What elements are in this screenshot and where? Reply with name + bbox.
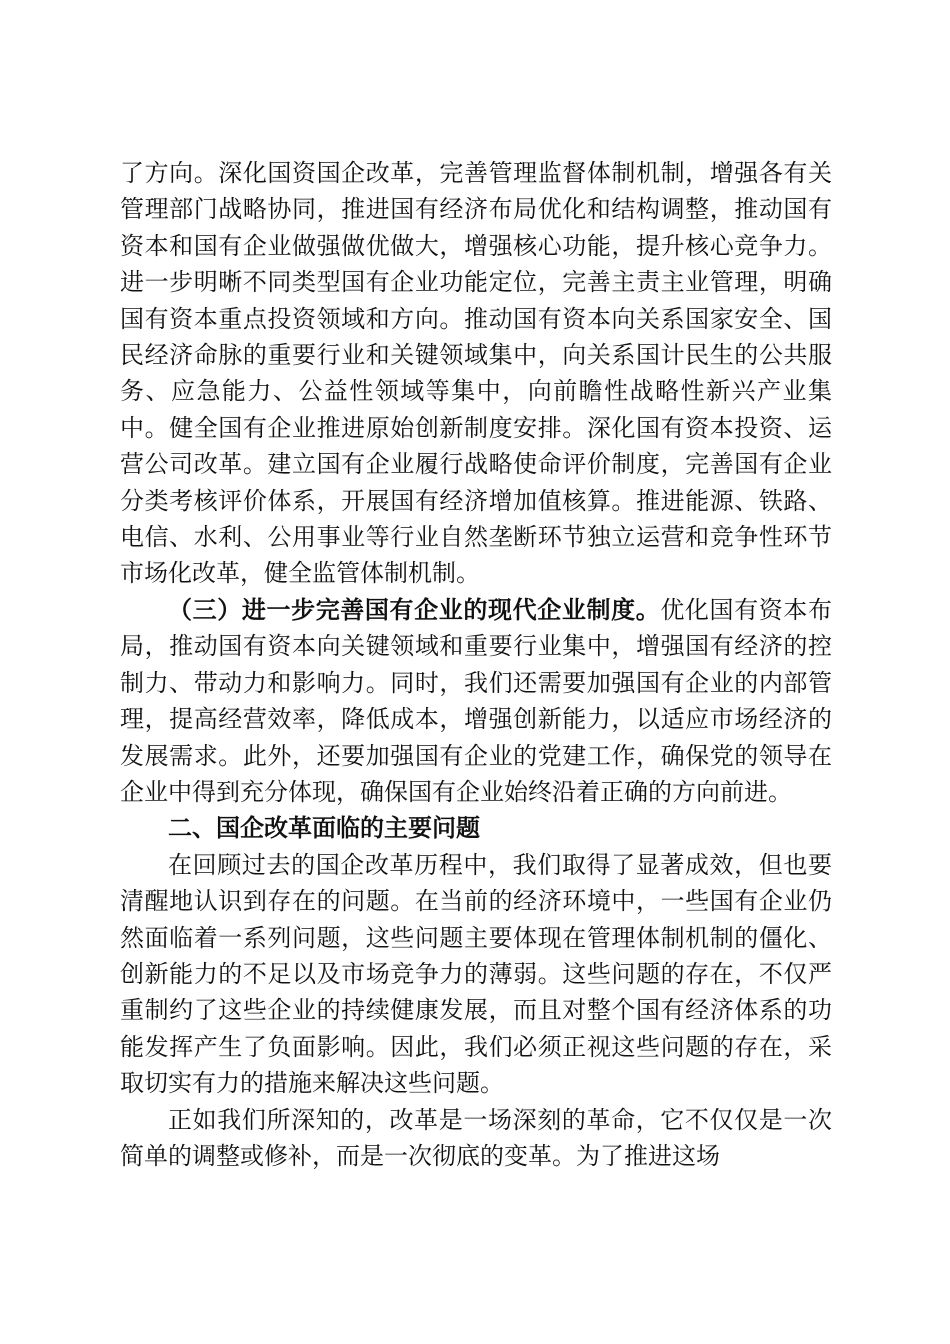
paragraph-modern-enterprise-system [120, 592, 832, 810]
section-heading: 二、国企改革面临的主要问题 [168, 814, 480, 843]
document-body [120, 155, 832, 1174]
subsection-heading: （三）进一步完善国有企业的现代企业制度。 [168, 595, 661, 624]
paragraph-reform-revolution: 正如我们所深知的，改革是一场深刻的革命，它不仅仅是一次简单的调整或修补，而是一次彻底的变革。为了推进这场 [120, 1105, 832, 1170]
paragraph-continuation: 了方向。深化国资国企改革，完善管理监督体制机制，增强各有关管理部门战略协同，推进国有经济布局优化和结构调整，推动国有资本和国有企业做强做优做大，增强核心功能，提升核心竞争力。进一步明晰不同类型国有企业功能定位，完善主责主业管理，明确国有资本重点投资领域和方向。推动国有资本向关系国家安全、国民经济命脉的重要行业和关键领域集中，向关系国计民生的公共服务、应急能力、公益性领域等集中，向前瞻性战略性新兴产业集中。健全国有企业推进原始创新制度安排。深化国有资本投资、运营公司改革。建立国有企业履行战略使命评价制度，完善国有企业分类考核评价体系，开展国有经济增加值核算。推进能源、铁路、电信、水利、公用事业等行业自然垄断环节独立运营和竞争性环节市场化改革，健全监管体制机制。 [120, 159, 832, 588]
paragraph-body: 优化国有资本布局，推动国有资本向关键领域和重要行业集中，增强国有经济的控制力、带动力和影响力。同时，我们还需要加强国有企业的内部管理，提高经营效率，降低成本，增强创新能力，以适应市场经济的发展需求。此外，还要加强国有企业的党建工作，确保党的领导在企业中得到充分体现，确保国有企业始终沿着正确的方向前进。 [120, 595, 833, 806]
paragraph-problems: 在回顾过去的国企改革历程中，我们取得了显著成效，但也要清醒地认识到存在的问题。在当前的经济环境中，一些国有企业仍然面临着一系列问题，这些问题主要体现在管理体制机制的僵化、创新能力的不足以及市场竞争力的薄弱。这些问题的存在，不仅严重制约了这些企业的持续健康发展，而且对整个国有经济体系的功能发挥产生了负面影响。因此，我们必须正视这些问题的存在，采取切实有力的措施来解决这些问题。 [120, 850, 832, 1098]
